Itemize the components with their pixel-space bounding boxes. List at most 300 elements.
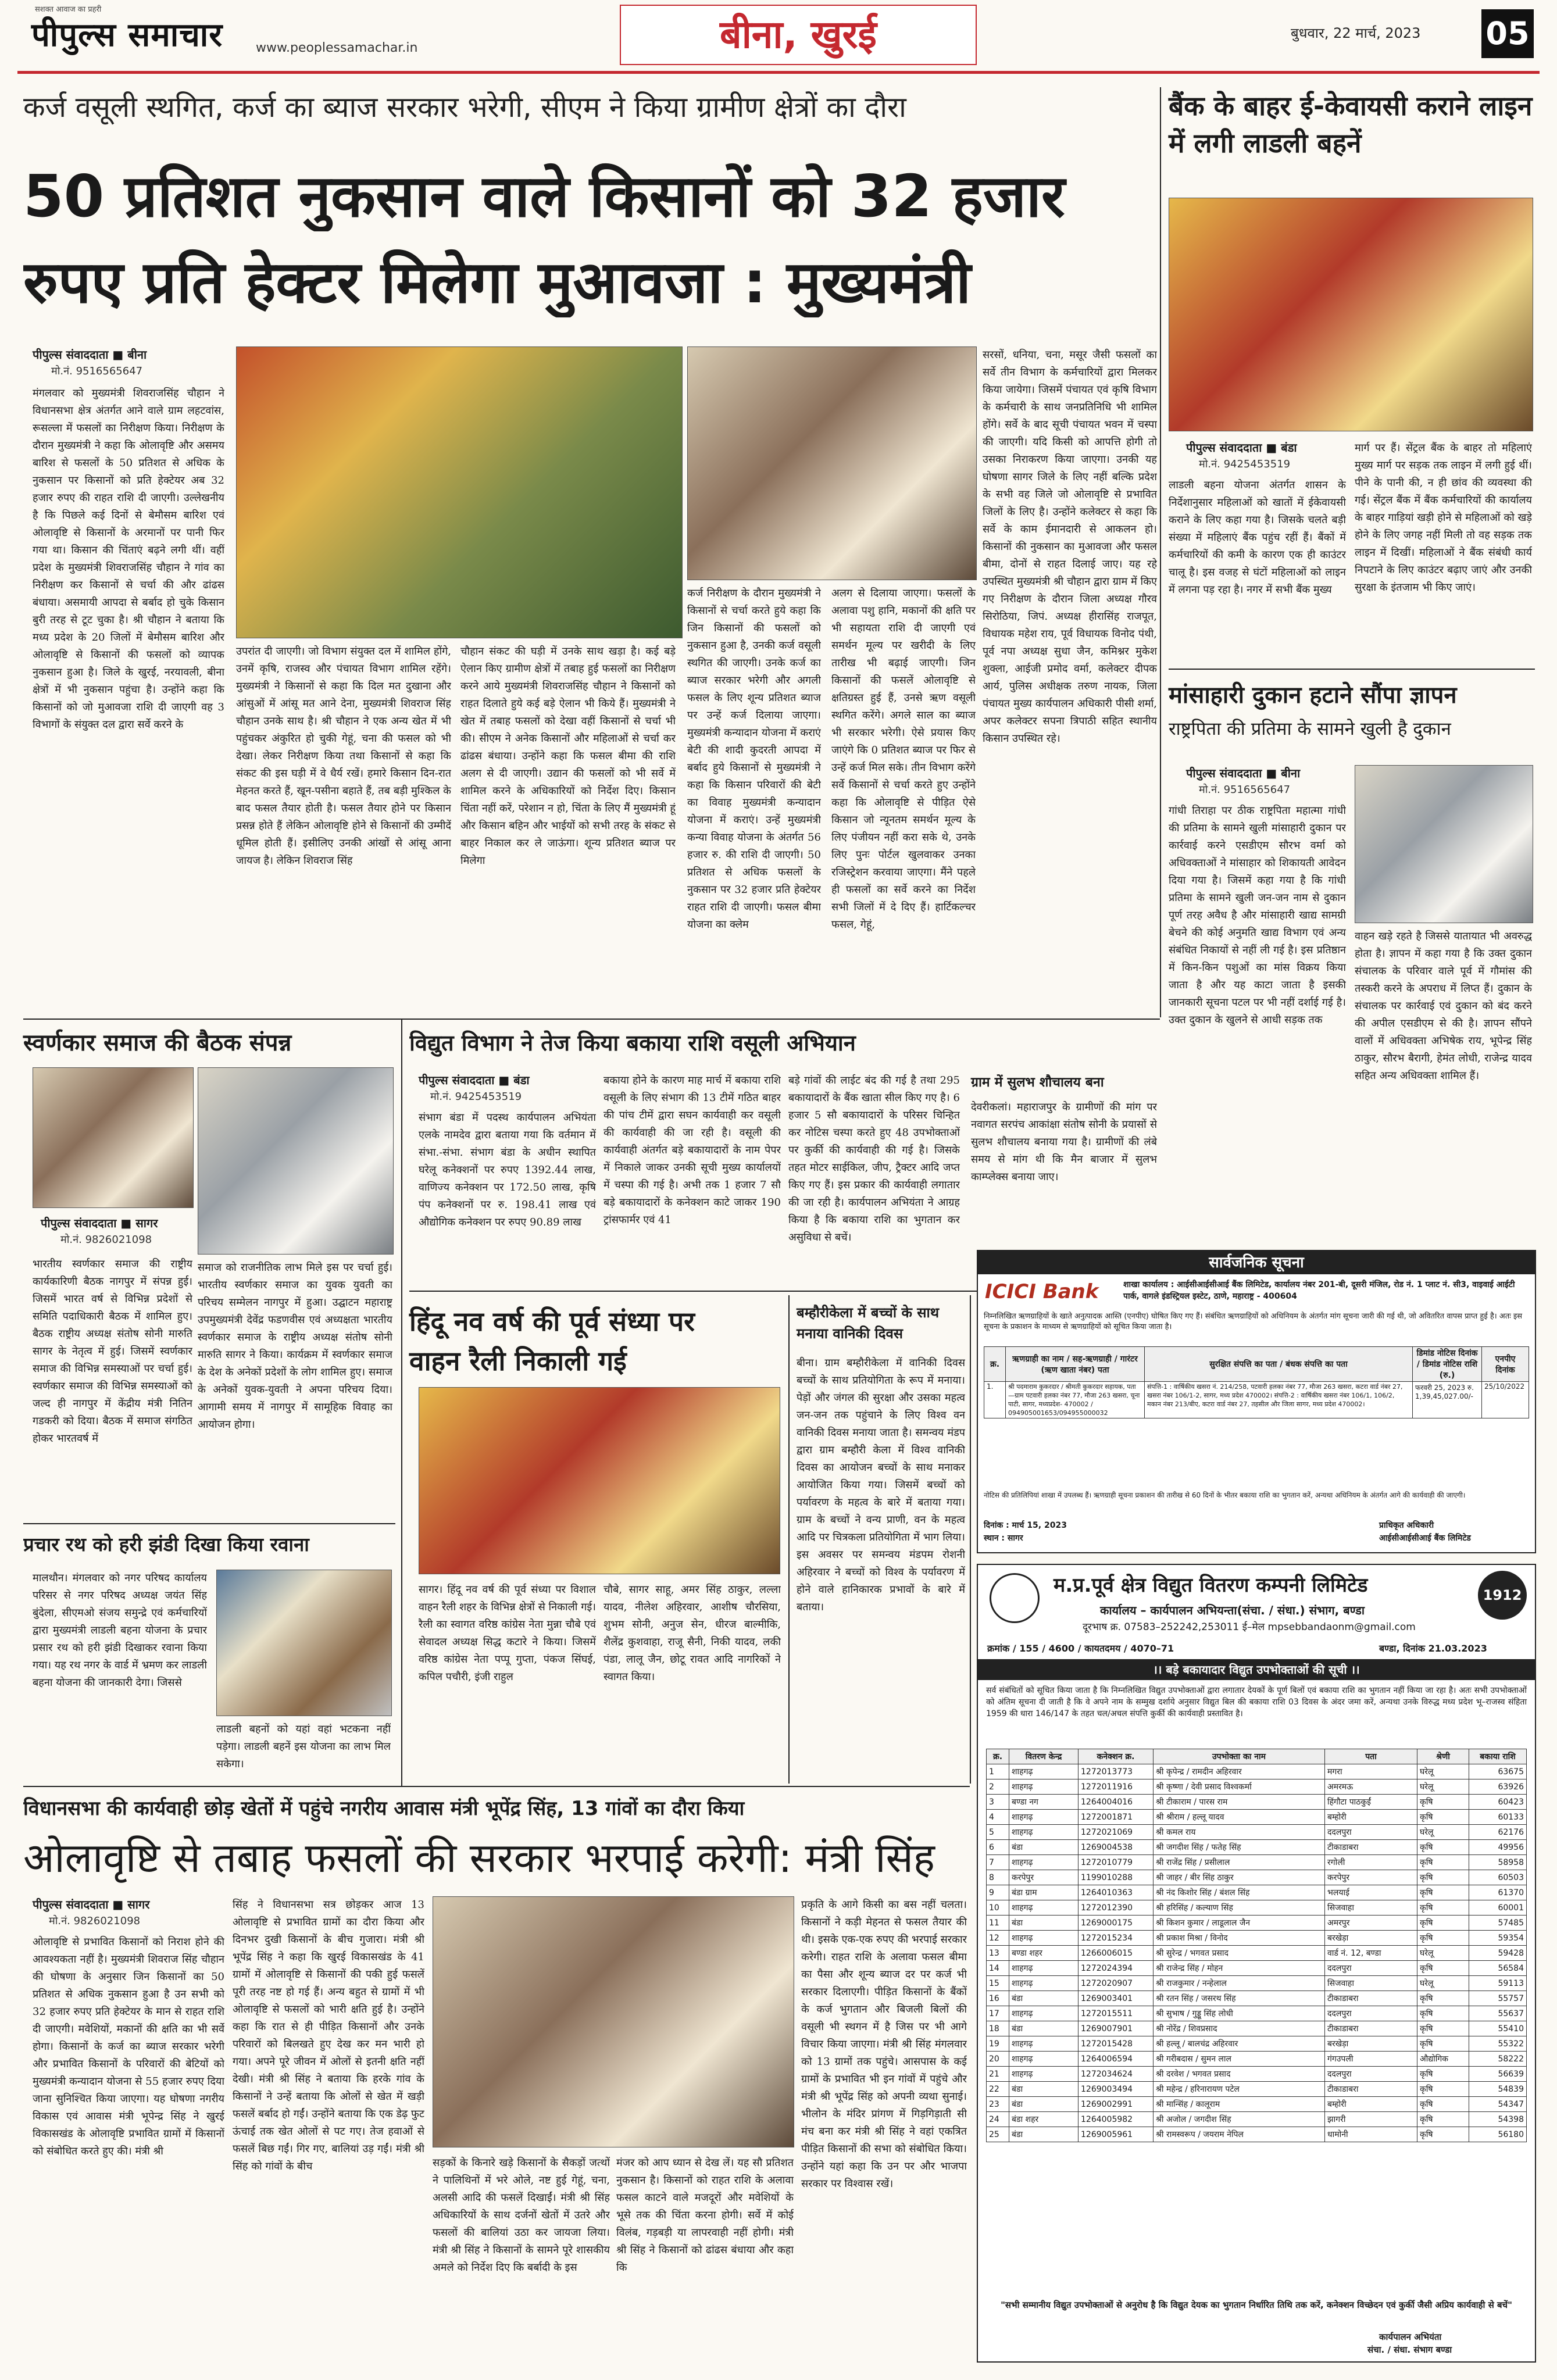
mpeb-table-cell: कृषि xyxy=(1417,1900,1469,1916)
meat-col-1: गांधी तिराहा पर ठीक राष्ट्रपिता महात्मा गांधी की प्रतिमा के सामने खुली मांसाहारी दुकान पर कार्रवाई करने एसडीएम सौरभ वर्मा को अधिवक्ताओं ने मांसाहार को शिकायती आवेदन दिया गया है। जिसमें कहा गया है कि गांधी प्रतिमा के सामने खुली जन-जन नाम से दुकान पूर्ण तरह अवैध है और मांसाहारी खाद्य सामग्री बेचने की कोई अनुमति खाद्य विभाग एवं अन्य संबंधित निकायों से नहीं ली गई है। इस प्रतिष्ठान में किन-किन पशुओं का मांस विक्रय किया जाता है और यह काटा जाता है इसकी जानकारी सूचना पटल पर भी नहीं दर्शाई गई है। उक्त दुकान के खुलने से आधी सड़क तक xyxy=(1169,805,1346,1026)
masthead-logo: पीपुल्स समाचार xyxy=(31,16,223,54)
icici-table-header xyxy=(984,1347,1529,1382)
mpeb-table-cell: 24 xyxy=(987,2112,1009,2127)
mpeb-signatory-2: संचा. / संधा. संभाग बण्डा xyxy=(1367,2345,1452,2355)
mpeb-table-cell: 60001 xyxy=(1469,1900,1527,1916)
mpeb-table-cell: कृषि xyxy=(1417,2006,1469,2021)
mpeb-table-cell: 1264005982 xyxy=(1079,2112,1154,2127)
prachar-headline: प्रचार रथ को हरी झंडी दिखा किया रवाना xyxy=(23,1533,309,1556)
mpeb-table-cell: मगरा xyxy=(1325,1764,1417,1779)
vidyut-headline: विद्युत विभाग ने तेज किया बकाया राशि वसूली अभियान xyxy=(409,1030,856,1056)
mpeb-table-cell: 22 xyxy=(987,2082,1009,2097)
icici-cell-demand: फरवरी 25, 2023 रु. 1,39,45,027.00/- xyxy=(1413,1382,1482,1418)
mpeb-table-cell: 1269002991 xyxy=(1079,2097,1154,2112)
mpeb-table-cell: 3 xyxy=(987,1795,1009,1810)
mpeb-table-cell: श्री नोरेंद्र / शिवप्रसाद xyxy=(1154,2021,1325,2036)
mpeb-table-cell: 1264004016 xyxy=(1079,1795,1154,1810)
bhupendra-col-2: सिंह ने विधानसभा सत्र छोड़कर आज 13 ओलावृष्टि से प्रभावित ग्रामों का दौरा किया और दिनभर दुखी किसानों के बीच गुजारा। मंत्री श्री भूपेंद्र सिंह ने कहा कि खुरई विकासखंड के 41 ग्रामों में ओलावृष्टि से किसानों की पकी हुई फसलें पूरी तरह नष्ट हो गई हैं। अन्य बहुत से ग्रामों में भी ओलावृष्टि से फसलों को भारी क्षति हुई है। उन्होंने कहा कि रात से ही पीड़ित किसानों और उनके परिवारों को बिलखते हुए देख कर मन भारी हो गया। अपने पूरे जीवन में ओलों से इतनी क्षति नहीं देखी। मंत्री श्री सिंह ने बताया कि हरके गांव के किसानों ने उन्हें बताया कि ओलों से खेत में खड़ी फसलें बर्बाद हो गईं। उन्होंने बताया कि एक डेढ़ फुट ऊंचाई तक खेत ओलों से पट गए। तेज हवाओं से फसलें बिछ गईं। गिर गए, बालियां उड़ गईं। मंत्री श्री सिंह को गांवों के बीच xyxy=(233,1899,424,2172)
lead-col-1: मंगलवार को मुख्यमंत्री शिवराजसिंह चौहान ने विधानसभा क्षेत्र अंतर्गत आने वाले ग्राम लहटवांस, रूसल्ला में फसलों का निरीक्षण किया। निरीक्षण के दौरान मुख्यमंत्री ने कहा कि ओलावृष्टि और असमय बारिश से फसलों के 50 प्रतिशत से अधिक के नुकसान पर किसानों को प्रति हेक्टेयर अब 32 हजार रुपए की राहत राशि दी जाएगी। उल्लेखनीय है कि पिछले कई दिनों से बेमौसम बारिश एवं ओलावृष्टि से किसानों के अरमानों पर पानी फिर गया था। किसान की चिंताएं बढ़ने लगी थीं। वहीं प्रदेश के मुख्यमंत्री शिवराजसिंह चौहान ने गांव का निरीक्षण कर किसानों से चर्चा की और ढांढस बंधाया। असमायी आपदा से बर्बाद हो चुके किसान बुरी तरह से टूट चुका है। श्री चौहान ने बताया कि मध्य प्रदेश के 20 जिलों में बेमौसम बारिश और ओलावृष्टि से किसानों की फसलों को व्यापक नुकसान हुआ है। जिले के खुरई, नरयावली, बीना क्षेत्रों में भी नुकसान पहुंचा है। उन्होंने कहा कि किसानों को जो मुआवजा राशि दी जाएगी वह 3 विभागों के संयुक्त दल द्वारा सर्वे करने के xyxy=(33,387,224,731)
mpeb-table-cell: 59113 xyxy=(1469,1976,1527,1991)
lead-col-3: चौहान संकट की घड़ी में उनके साथ खड़ा है। कई बड़े ऐलान किए ग्रामीण क्षेत्रों में तबाह हुई फसलों का निरीक्षण करने आये मुख्यमंत्री शिवराजसिंह चौहान ने किसानों को राहत दिलाते हुये कई बड़े ऐलान भी किये हैं। मुख्यमंत्री ने खेत में तबाह फसलों को देखा वहीं किसानों से चर्चा भी की। सीएम ने अनेक किसानों और महिलाओं से चर्चा कर ढांढस बंधाया। उन्होंने कहा कि फसल बीमा की राशि अलग से दी जाएगी। उद्यान की फसलों को भी सर्वे में शामिल करने के अधिकारियों को निर्देश दिए। किसान चिंता नहीं करें, परेशान न हो, चिंता के लिए मैं मुख्यमंत्री हूं और किसान बहिन और भाईयों को सभी तरह के संकट से बाहर निकाल कर ले जाऊंगा। शून्य प्रतिशत ब्याज पर मिलेगा xyxy=(460,645,676,867)
mpeb-table-cell: 21 xyxy=(987,2067,1009,2082)
lead-headline-2: रुपए प्रति हेक्टर मिलेगा मुआवजा : मुख्यमंत्री xyxy=(23,248,972,316)
mpeb-table-cell: टीकाडाबरा xyxy=(1325,2021,1417,2036)
lead-byline: पीपुल्स संवाददाता ■ बीना xyxy=(33,348,147,362)
mpeb-table-cell: 54398 xyxy=(1469,2112,1527,2127)
mpeb-table-cell: कृषि xyxy=(1417,1840,1469,1855)
mpeb-table-cell: 57485 xyxy=(1469,1916,1527,1931)
mpeb-table-cell: बंडा xyxy=(1009,2021,1079,2036)
mpeb-table-row xyxy=(987,1946,1527,1961)
icici-th-npa: एनपीए दिनांक xyxy=(1482,1347,1529,1382)
mpeb-table-cell: 20 xyxy=(987,2052,1009,2067)
icici-address: शाखा कार्यालय : आईसीआईसीआई बैंक लिमिटेड, कार्यालय नंबर 201-बी, दूसरी मंजिल, रोड नं. 1 प्लाट नं. सी3, वाइवाई आईटी पार्क, वागले इंडस्ट्रियल इस्टेट, ठाणे, महाराष्ट्र - 400604 xyxy=(1123,1280,1515,1301)
icici-signatory-2: आईसीआईसीआई बैंक लिमिटेड xyxy=(1379,1534,1471,1543)
mpeb-table-row xyxy=(987,2082,1527,2097)
swarnkar-headline: स्वर्णकार समाज की बैठक संपन्न xyxy=(23,1030,292,1056)
mpeb-intro: सर्व संबंधितों को सूचित किया जाता है कि निम्नलिखित विद्युत उपभोक्ताओं द्वारा लगातार देयकों के पूर्ण बिलों एवं बकाया राशि का भुगतान नहीं किया जा रहा है। अतः सभी उपभोक्ताओं को अंतिम सूचना दी जाती है कि वे अपने नाम के सम्मुख दर्शाये अनुसार विद्युत बिल की बकाया राशि 03 दिवस के अंदर जमा करें, अन्यथा उनके विरुद्ध मध्य प्रदेश भू–राजस्व संहिता 1959 की धारा 146/147 के तहत चल/अचल संपत्ति कुर्की की कार्यवाही प्रस्तावित है। xyxy=(986,1686,1527,1718)
bhupendra-col-4: मंजर को आप ध्यान से देख लें। यह सौ प्रतिशत नुकसान है। किसानों को राहत राशि के अलावा फसल काटने वाले मजदूरों और मवेशियों के भूसे तक की चिंता करना होगी। सर्वे में कोई विलंब, गड़बड़ी या लापरवाही नहीं होगी। मंत्री श्री सिंह ने किसानों को ढांढस बंधाया और कहा कि xyxy=(616,2157,794,2274)
mpeb-table-cell: 1199010288 xyxy=(1079,1870,1154,1885)
mpeb-table-cell: 1269003494 xyxy=(1079,2082,1154,2097)
mpeb-table-cell: बम्होरी xyxy=(1325,2097,1417,2112)
mpeb-table-cell: शाहगढ़ xyxy=(1009,1825,1079,1840)
mpeb-table-cell: श्री राजेंद्र सिंह / प्रसीलाल xyxy=(1154,1855,1325,1870)
mpeb-table-cell: शाहगढ़ xyxy=(1009,2052,1079,2067)
lower-rule xyxy=(23,1786,970,1787)
mpeb-table-cell: श्री जाहर / बीर सिंह ठाकुर xyxy=(1154,1870,1325,1885)
mpeb-table-row xyxy=(987,1795,1527,1810)
mpeb-table-cell: 1269000175 xyxy=(1079,1916,1154,1931)
mpeb-table-cell: 25 xyxy=(987,2127,1009,2142)
ladli-rule xyxy=(1169,669,1535,670)
meat-headline: मांसाहारी दुकान हटाने सौंपा ज्ञापन xyxy=(1169,682,1457,709)
mpeb-table-cell: टीकाडाबरा xyxy=(1325,1991,1417,2006)
mpeb-table-row xyxy=(987,2067,1527,2082)
mpeb-table-cell: श्री महेन्द्र / हरिनारायण पटेल xyxy=(1154,2082,1325,2097)
hindu-col-2: चौबे, सागर साहू, अमर सिंह ठाकुर, लल्ला यादव, नीलेश अहिरवार, आशीष चौरसिया, शुभम सोनी, अनुज सेन, धीरज बाल्मीकि, शैलेंद्र कुशवाहा, राजू सैनी, निकी यादव, लकी पंडा, लालू जैन, छोटू रावत आदि नागरिकों ने स्वागत किया। xyxy=(603,1584,781,1683)
mpeb-table-cell: 9 xyxy=(987,1885,1009,1900)
mpeb-table-cell: शाहगढ़ xyxy=(1009,2067,1079,2082)
meat-col-2: वाहन खड़े रहते है जिससे यातायात भी अवरुद्ध होता है। ज्ञापन में कहा गया है कि उक्त दुकान संचालक के परिवार वाले पूर्व में गौमांस की तस्करी करने के अपराध में लिप्त हैं। दुकान के संचालक पर कार्रवाई एवं दुकान को बंद करने की अपील एसडीएम से की है। ज्ञापन सौंपने वालों में अधिवक्ता अभिषेक राय, भूपेन्द्र सिंह ठाकुर, सौरभ बैरागी, हेमंत लोधी, राजेन्द्र यादव सहित अन्य अधिवक्ता शामिल हैं। xyxy=(1355,930,1532,1082)
bhupendra-headline: ओलावृष्टि से तबाह फसलों की सरकार भरपाई करेगी: मंत्री सिंह xyxy=(23,1834,935,1882)
icici-table xyxy=(984,1346,1529,1418)
icici-body: निम्नलिखित ऋणग्राहियों के खाते अनुत्पादक आस्ति (एनपीए) घोषित किए गए हैं। संबंधित ऋणग्राहियों को अधिनियम के अंतर्गत मांग सूचना जारी की गई थी, जो अवितरित वापस प्राप्त हुई है। अतः इस सूचना के प्रकाशन के माध्यम से ऋणग्राहियों को सूचित किया जाता है। xyxy=(984,1312,1523,1331)
mpeb-table-cell: ददलपुरा xyxy=(1325,2067,1417,2082)
mpeb-title: म.प्र.पूर्व क्षेत्र विद्युत वितरण कम्पनी लिमिटेड xyxy=(1054,1574,1368,1597)
mpeb-logo-icon xyxy=(990,1573,1040,1623)
icici-th-borrower: ऋणग्राही का नाम / सह-ऋणग्राही / गारंटर (ऋण खाता नंबर) पता xyxy=(1006,1347,1145,1382)
mpeb-table-cell: शाहगढ़ xyxy=(1009,1900,1079,1916)
mpeb-table-cell: कृषि xyxy=(1417,1795,1469,1810)
mpeb-table-cell: 1269005961 xyxy=(1079,2127,1154,2142)
mpeb-table-cell: श्री सुरेन्द्र / भगवत प्रसाद xyxy=(1154,1946,1325,1961)
mpeb-table-cell: कृषि xyxy=(1417,1855,1469,1870)
mpeb-table-cell: 61370 xyxy=(1469,1885,1527,1900)
lead-photo-cm-field xyxy=(236,346,683,638)
bhupendra-col-3: सड़कों के किनारे खड़े किसानों के सैकड़ों जत्थों ने पालिथिनों में भरे ओले, नष्ट हुई गेहूं, चना, अलसी आदि की फसलें दिखाईं। मंत्री श्री सिंह अधिकारियों के साथ दर्जनों खेतों में उतरे और फसलों की बालियां उठा कर जायजा लिया। मंत्री श्री सिंह ने किसानों के सामने पूरे शासकीय अमले को निर्देश दिए कि बर्बादी के इस xyxy=(433,2157,610,2274)
bachche-col-1: बीना। ग्राम बम्हौरीकेला में वानिकी दिवस बच्चों के साथ प्रतियोगिता के रूप में मनाया। पेड़ों और जंगल की सुरक्षा और उसका महत्व जन-जन तक पहुंचाने के लिए विश्व वन वानिकी दिवस मनाया जाता है। समन्वय मंडप द्वारा ग्राम बम्हौरी केला में विश्व वानिकी दिवस का आयोजन बच्चों के साथ मनाकर आयोजित किया गया। जिसमें बच्चों को पर्यावरण के महत्व के बारे में बताया गया। ग्राम के बच्चों ने वन्य प्राणी, वन के महत्व आदि पर चित्रकला प्रतियोगिता में भाग लिया। इस अवसर पर समन्वय मंडपम रोशनी अहिरवार ने बच्चों को विश्व के पर्यावरण में होने वाले हानिकारक प्रभावों के बारे में बताया। xyxy=(797,1357,965,1613)
mpeb-th-name: उपभोक्ता का नाम xyxy=(1154,1749,1325,1764)
swarnkar-photo-1 xyxy=(33,1067,194,1208)
mpeb-table-cell: बण्डा नग xyxy=(1009,1795,1079,1810)
lead-headline-1: 50 प्रतिशत नुकसान वाले किसानों को 32 हजार xyxy=(23,162,1065,230)
mpeb-table-cell: अमरपुर xyxy=(1325,1916,1417,1931)
mpeb-table-cell: 1272020907 xyxy=(1079,1976,1154,1991)
mpeb-table-cell: वार्ड नं. 12, बण्डा xyxy=(1325,1946,1417,1961)
mpeb-table-cell: कृषि xyxy=(1417,2127,1469,2142)
masthead xyxy=(0,0,1557,70)
mpeb-table-cell: 4 xyxy=(987,1810,1009,1825)
mpeb-th-category: श्रेणी xyxy=(1417,1749,1469,1764)
mpeb-table-cell: 58958 xyxy=(1469,1855,1527,1870)
lead-col-6: सरसों, धनिया, चना, मसूर जैसी फसलों का सर्वे तीन विभाग के कर्मचारियों द्वारा मिलकर किया जायेगा। जिसमें पंचायत एवं कृषि विभाग के कर्मचारी के साथ जनप्रतिनिधि भी शामिल होंगे। सर्वे के बाद सूची पंचायत भवन में चस्पा की जाएगी। यदि किसी को आपत्ति होगी तो उसका निराकरण किया जाएगा। उनकी यह घोषणा सागर जिले के लिए नहीं बल्कि प्रदेश के सभी वह जिले जो ओलावृष्टि से प्रभावित जिलों के लिए है। उन्होंने कलेक्टर से कहा कि सर्वे के काम ईमानदारी से आकलन हो। किसानों की नुकसान का मुआवजा और फसल बीमा, दोनों से राहत दिलाई जाए। यह रहे उपस्थित मुख्यमंत्री श्री चौहान द्वारा ग्राम में किए गए निरीक्षण के दौरान जिला अध्यक्ष गौरव सिरोठिया, जिपं. अध्यक्ष हीरासिंह राजपूत, विधायक महेश राय, पूर्व विधायक विनोद पंथी, पूर्व नपा अध्यक्ष सुधा जैन, कमिश्नर मुकेश शुक्ला, आईजी प्रमोद वर्मा, कलेक्टर दीपक आर्य, पुलिस अधीक्षक तरुण नायक, जिला पंचायत मुख्य कार्यपालन अधिकारी पीसी शर्मा, अपर कलेक्टर सपना त्रिपाठी सहित स्थानीय किसान उपस्थित रहे। xyxy=(983,349,1157,745)
vertical-divider xyxy=(1160,87,1161,1017)
mpeb-table-row xyxy=(987,2097,1527,2112)
mpeb-table-cell: घरेलू xyxy=(1417,1779,1469,1795)
mpeb-table-cell: 1272034624 xyxy=(1079,2067,1154,2082)
mpeb-table-cell: श्री रतन सिंह / जसरथ सिंह xyxy=(1154,1991,1325,2006)
mpeb-table-row xyxy=(987,2036,1527,2052)
mpeb-table-cell: 23 xyxy=(987,2097,1009,2112)
icici-notice xyxy=(977,1250,1536,1553)
bachche-headline: बम्हौरीकेला में बच्चों के साथ मनाया वानिकी दिवस xyxy=(797,1305,940,1342)
sauchalay-col-1: देवरीकलां। महाराजपुर के ग्रामीणों की मांग पर नवागत सरपंच आकांक्षा संतोष सोनी के प्रयासों से सुलभ शौचालय बनाया गया है। ग्रामीणों की लंबे समय से मांग थी कि मैन बाजार में सुलभ काम्प्लेक्स बनाया जाए। xyxy=(971,1101,1157,1183)
mpeb-table-cell: कृषि xyxy=(1417,2097,1469,2112)
mpeb-table-cell: बंडा शहर xyxy=(1009,2112,1079,2127)
mpeb-table-cell: 55757 xyxy=(1469,1991,1527,2006)
masthead-tagline: सशक्त आवाज का प्रहरी xyxy=(35,5,102,14)
mpeb-table-cell: 1272015511 xyxy=(1079,2006,1154,2021)
mpeb-table-cell: शाहगढ़ xyxy=(1009,1931,1079,1946)
swarnkar-byline: पीपुल्स संवाददाता ■ सागर xyxy=(41,1216,158,1230)
mpeb-table-cell: 63675 xyxy=(1469,1764,1527,1779)
mpeb-table-cell: 6 xyxy=(987,1840,1009,1855)
mpeb-table-cell: 19 xyxy=(987,2036,1009,2052)
mpeb-table-row xyxy=(987,1779,1527,1795)
mpeb-table-row xyxy=(987,1810,1527,1825)
mpeb-table-cell: 62176 xyxy=(1469,1825,1527,1840)
mpeb-table xyxy=(986,1749,1527,2142)
section-title-text: बीना, खुरई xyxy=(720,12,877,57)
mpeb-table-cell: 55410 xyxy=(1469,2021,1527,2036)
swarnkar-col-1: भारतीय स्वर्णकार समाज की राष्ट्रीय कार्यकारिणी बैठक नागपुर में संपन्न हुई। जिसमें भारत वर्ष से विभिन्न प्रदेशों से समिति पदाधिकारी बैठक में शामिल हुए। बैठक राष्ट्रीय अध्यक्ष संतोष सोनी मारुति सागर के नेतृत्व में हुई। जिसमें स्वर्णकार समाज की विभिन्न समस्याओं पर चर्चा हुई। स्वर्णकार समाज की विभिन्न समस्याओं को जल्द ही नागपुर में केंद्रीय मंत्री नितिन गडकरी को दिया। बैठक में समाज संगठित होकर भारतवर्ष में xyxy=(33,1258,192,1445)
mpeb-table-cell: 2 xyxy=(987,1779,1009,1795)
prachar-photo-rath xyxy=(216,1570,392,1716)
mpeb-table-cell: बंडा xyxy=(1009,2082,1079,2097)
swarnkar-photo-2 xyxy=(198,1067,394,1255)
mpeb-table-row xyxy=(987,1870,1527,1885)
mpeb-table-cell: कृषि xyxy=(1417,2067,1469,2082)
icici-footer: नोटिस की प्रतिलिपियां शाखा में उपलब्ध हैं। ऋणग्राही सूचना प्रकाशन की तारीख से 60 दिनों के भीतर बकाया राशि का भुगतान करें, अन्यथा अधिनियम के अंतर्गत आगे की कार्यवाही की जाएगी। xyxy=(984,1491,1466,1499)
mpeb-table-cell: बंडा xyxy=(1009,2127,1079,2142)
mpeb-table-cell: बंडा xyxy=(1009,1840,1079,1855)
mpeb-table-cell: 1272001871 xyxy=(1079,1810,1154,1825)
meat-byline: पीपुल्स संवाददाता ■ बीना xyxy=(1186,766,1301,780)
mpeb-table-cell: 60503 xyxy=(1469,1870,1527,1885)
icici-th-no: क्र. xyxy=(984,1347,1006,1382)
mpeb-table-row xyxy=(987,1961,1527,1976)
bhupendra-mobile: मो.नं. 9826021098 xyxy=(49,1915,141,1927)
mpeb-table-cell: 59428 xyxy=(1469,1946,1527,1961)
swarnkar-rule xyxy=(23,1523,395,1524)
mpeb-table-cell: श्री मान्सिंह / कालूराम xyxy=(1154,2097,1325,2112)
mpeb-table-row xyxy=(987,1976,1527,1991)
mpeb-table-row xyxy=(987,2052,1527,2067)
mpeb-notice xyxy=(977,1564,1536,2363)
mpeb-table-cell: 17 xyxy=(987,2006,1009,2021)
mpeb-table-cell: कृषि xyxy=(1417,2112,1469,2127)
mpeb-table-row xyxy=(987,2021,1527,2036)
mpeb-table-cell: कृषि xyxy=(1417,1885,1469,1900)
mpeb-signatory-1: कार्यपालन अभियंता xyxy=(1379,2332,1442,2342)
bhupendra-col-5: प्रकृति के आगे किसी का बस नहीं चलता। किसानों ने कड़ी मेहनत से फसल तैयार की थी। इसके एक-एक रुपए की भरपाई सरकार करेगी। राहत राशि के अलावा फसल बीमा का पैसा और शून्य ब्याज दर पर कर्ज भी सरकार दिलाएगी। पीड़ित किसानों के बैंकों के कर्ज भुगतान और बिजली बिलों की वसूली भी स्थगन में है जिस पर भी आगे विचार किया जाएगा। मंत्री श्री सिंह मंगलवार को 13 ग्रामों तक पहुंचे। आसपास के कई ग्रामों के प्रभावित भी इन गांवों में पहुंचे और मंत्री श्री भूपेंद्र सिंह को अपनी व्यथा सुनाई। भीलोन के मंदिर प्रांगण में गिड़गिड़ाती सी मंच बना कर मंत्री श्री सिंह ने वहां एकत्रित पीड़ित किसानों की सभा को संबोधित किया। उन्होंने यहां कहा कि उन पर और भाजपा सरकार पर विश्वास रखें। xyxy=(801,1899,967,2190)
mpeb-table-cell: 1272021069 xyxy=(1079,1825,1154,1840)
mpeb-table-cell: 60423 xyxy=(1469,1795,1527,1810)
mpeb-table-cell: शाहगढ़ xyxy=(1009,1810,1079,1825)
mpeb-table-cell: 16 xyxy=(987,1991,1009,2006)
mpeb-table-row xyxy=(987,1931,1527,1946)
mpeb-table-cell: भलयाई xyxy=(1325,1885,1417,1900)
section-title xyxy=(620,5,977,65)
prachar-col-2: लाडली बहनों को यहां वहां भटकना नहीं पड़ेगा। लाडली बहनें इस योजना का लाभ मिल सकेगा। xyxy=(216,1723,391,1770)
mpeb-table-cell: 5 xyxy=(987,1825,1009,1840)
mpeb-table-cell: कृषि xyxy=(1417,2082,1469,2097)
ladli-col-2: मार्ग पर हैं। सेंट्रल बैंक के बाहर तो महिलाएं मुख्य मार्ग पर सड़क तक लाइन में लगी हुई थीं। पीने के पानी की, न ही छांव की व्यवस्था की गई। सेंट्रल बैंक में बैंक कर्मचारियों की कार्यालय के बाहर गाड़ियां खड़ी होने से महिलाओं को खड़े होने के लिए जगह नहीं मिली तो वह सड़क तक लाइन में दिखीं। महिलाओं ने बैंक संबंधी कार्य निपटाने के लिए काउंटर बढ़ाए जाएं और उनकी सुरक्षा के इंतजाम भी किए जाएं। xyxy=(1355,442,1532,594)
mpeb-table-cell: शाहगढ़ xyxy=(1009,2006,1079,2021)
mpeb-table-cell: 1272015428 xyxy=(1079,2036,1154,2052)
mpeb-table-cell: श्री जगदीश सिंह / फतेह सिंह xyxy=(1154,1840,1325,1855)
lead-col-5: अलग से दिलाया जाएगा। फसलों के अलावा पशु हानि, मकानों की क्षति पर भी सहायता राशि दी जाएगी एवं समर्थन मूल्य पर खरीदी के लिए तारीख भी बढ़ाई जाएगी। जिन किसानों की फसलें ओलावृष्टि से क्षतिग्रस्त हुई हैं, उनसे ऋण वसूली स्थगित करेंगे। अगले साल का ब्याज भी सरकार भरेगी। ऐसे प्रयास किए जाएंगे कि 0 प्रतिशत ब्याज पर फिर से उन्हें कर्ज मिल सके। तीन विभाग करेंगे सर्वे किसानों से चर्चा करते हुए उन्होंने कहा कि ओलावृष्टि से पीड़ित ऐसे किसान जो न्यूनतम समर्थन मूल्य के लिए पंजीयन नहीं करा सके थे, उनके लिए पुनः पोर्टल खुलवाकर उनका रजिस्ट्रेशन करवाया जाएगा। मैंने पहले ही फसलों का सर्वे करने का निर्देश सभी जिलों में दे दिए हैं। हार्टिकल्चर फसल, गेहूं, xyxy=(831,587,976,931)
vidyut-byline: पीपुल्स संवाददाता ■ बंडा xyxy=(419,1073,530,1087)
mpeb-table-row xyxy=(987,2006,1527,2021)
mpeb-table-cell: शाहगढ़ xyxy=(1009,1976,1079,1991)
mpeb-table-cell: 1269004538 xyxy=(1079,1840,1154,1855)
masthead-rule xyxy=(17,71,1540,74)
mpeb-table-cell: शाहगढ़ xyxy=(1009,1855,1079,1870)
mpeb-table-cell: गंगउपली xyxy=(1325,2052,1417,2067)
mpeb-table-cell: 13 xyxy=(987,1946,1009,1961)
mpeb-table-cell: बण्डा शहर xyxy=(1009,1946,1079,1961)
mpeb-table-cell: बंडा ग्राम xyxy=(1009,1885,1079,1900)
mpeb-table-row xyxy=(987,1900,1527,1916)
mpeb-table-cell: श्री टीकाराम / पारस राम xyxy=(1154,1795,1325,1810)
lead-mobile: मो.नं. 9516565647 xyxy=(51,365,143,377)
mpeb-table-cell: बंडा xyxy=(1009,2097,1079,2112)
mpeb-table-cell: 8 xyxy=(987,1870,1009,1885)
prachar-col-1: मालथौन। मंगलवार को नगर परिषद कार्यालय परिसर से नगर परिषद अध्यक्ष जयंत सिंह बुंदेला, सीएमओ संजय समुन्द्रे एवं कर्मचारियों द्वारा मुख्यमंत्री लाडली बहना योजना के प्रचार प्रसार रथ को हरी झंडी दिखाकर रवाना किया गया। यह रथ नगर के वार्ड में भ्रमण कर लाडली बहना योजना की जानकारी देगा। जिससे xyxy=(33,1572,207,1689)
mpeb-table-cell: हिंगौटा पाठकुईं xyxy=(1325,1795,1417,1810)
mpeb-table-cell: 55637 xyxy=(1469,2006,1527,2021)
mpeb-table-cell: 10 xyxy=(987,1900,1009,1916)
mpeb-table-cell: श्री कृपेन्द्र / रामदीन अहिरवार xyxy=(1154,1764,1325,1779)
mpeb-table-cell: कृषि xyxy=(1417,1961,1469,1976)
mpeb-table-cell: सिजवाहा xyxy=(1325,1976,1417,1991)
mpeb-table-cell: 15 xyxy=(987,1976,1009,1991)
mpeb-table-cell: कृषि xyxy=(1417,1931,1469,1946)
mpeb-table-cell: बरखेड़ा xyxy=(1325,1931,1417,1946)
mpeb-table-cell: श्री नंद किशोर सिंह / बंशल सिंह xyxy=(1154,1885,1325,1900)
mpeb-table-cell: 1272012390 xyxy=(1079,1900,1154,1916)
mpeb-table-row xyxy=(987,1825,1527,1840)
ladli-col-1: लाडली बहना योजना अंतर्गत शासन के निर्देशानुसार महिलाओं को खातों में ईकेवायसी कराने के लिए कहा गया है। जिसके चलते बड़ी संख्या में महिलाएं बैंक पहुंच रहीं हैं। बैंकों में कर्मचारियों की कमी के कारण एक ही काउंटर चालू है। इस वजह से घंटों महिलाओं को लाइन में लगना पड़ रहा है। नगर में सभी बैंक मुख्य xyxy=(1169,479,1346,596)
mpeb-table-row xyxy=(987,1916,1527,1931)
mpeb-ref: क्रमांक / 155 / 4600 / कायतदमय / 4070–71 xyxy=(987,1643,1174,1654)
mpeb-table-cell: श्री प्रकाश मिश्रा / विनोद xyxy=(1154,1931,1325,1946)
mpeb-table-cell: 1 xyxy=(987,1764,1009,1779)
icici-cell-no: 1. xyxy=(984,1382,1006,1418)
mpeb-table-cell: कृषि xyxy=(1417,1991,1469,2006)
bhupendra-col-1: ओलावृष्टि से प्रभावित किसानों को निराश होने की आवश्यकता नहीं है। मुख्यमंत्री शिवराज सिंह चौहान की घोषणा के अनुसार जिन किसानों का 50 प्रतिशत से अधिक नुकसान हुआ है उन सभी को 32 हजार रुपए प्रति हेक्टेयर के मान से राहत राशि दी जाएगी। मवेशियों, मकानों की क्षति का भी सर्वे होगा। किसानों के कर्ज का ब्याज सरकार भरेगी और प्रभावित किसानों के परिवारों की बेटियों को मुख्यमंत्री कन्यादान योजना से 55 हजार रुपए दिया जाना सुनिश्चित किया जाएगा। यह घोषणा नगरीय विकास एवं आवास मंत्री भूपेन्द्र सिंह ने खुरई विकासखंड के ओलावृष्टि प्रभावित ग्रामों में किसानों को संबोधित करते हुए की। मंत्री श्री xyxy=(33,1936,224,2157)
mpeb-table-row xyxy=(987,1855,1527,1870)
mpeb-table-cell: 58222 xyxy=(1469,2052,1527,2067)
mpeb-table-cell: श्री श्रीराम / हल्लू यादव xyxy=(1154,1810,1325,1825)
mpeb-table-cell: 63926 xyxy=(1469,1779,1527,1795)
mpeb-table-cell: औद्योगिक xyxy=(1417,2052,1469,2067)
icici-th-demand: डिमांड नोटिस दिनांक / डिमांड नोटिस राशि (रु.) xyxy=(1413,1347,1482,1382)
icici-date: दिनांक : मार्च 15, 2023 xyxy=(984,1521,1067,1530)
ladli-mobile: मो.नं. 9425453519 xyxy=(1199,458,1291,470)
lead-col-4: कर्ज निरीक्षण के दौरान मुख्यमंत्री ने किसानों से चर्चा करते हुये कहा कि जिन किसानों की फसलों को नुकसान हुआ है, उनकी कर्ज वसूली स्थगित की जाएगी। उनके कर्ज का ब्याज सरकार भरेगी और अगली फसल के लिए शून्य प्रतिशत ब्याज पर उन्हें कर्ज दिलाया जाएगा। मुख्यमंत्री कन्यादान योजना में कराएं बेटी की शादी कुदरती आपदा में बर्बाद हुये किसानों से मुख्यमंत्री ने कहा कि किसान परिवारों की बेटी का विवाह मुख्यमंत्री कन्यादान योजना में कराएं। उन्हें मुख्यमंत्री कन्या विवाह योजना के अंतर्गत 56 हजार रु. की राशि दी जाएगी। 50 प्रतिशत से अधिक फसलों के नुकसान पर 32 हजार प्रति हेक्टेयर राहत राशि दी जाएगी। फसल बीमा योजना का क्लेम xyxy=(687,587,821,931)
ladli-headline: बैंक के बाहर ई-केवायसी कराने लाइन में लगी लाडली बहनें xyxy=(1169,90,1533,159)
lead-kicker: कर्ज वसूली स्थगित, कर्ज का ब्याज सरकार भरेगी, सीएम ने किया ग्रामीण क्षेत्रों का दौरा xyxy=(23,91,906,124)
col-divider-notice xyxy=(970,1295,971,1784)
mpeb-table-cell: झागरी xyxy=(1325,2112,1417,2127)
mpeb-table-cell: करपेपुर xyxy=(1009,1870,1079,1885)
mpeb-table-cell: 18 xyxy=(987,2021,1009,2036)
icici-cell-property: संपत्ति-1 : वार्षिकीय खसरा नं. 214/258, पटवारी हलका नंबर 77, मौजा 263 खसरा, कटरा वार्ड नंबर 27, खसरा नंबर 106/1-2, सागर, मध्य प्रदेश 470002। संपत्ति-2 : वार्षिकीय खसरा नंबर 106/1, 106/2, मकान नंबर 213/बीए, कटरा वार्ड नंबर 27, तहसील और जिला सागर, मध्य प्रदेश 470002। xyxy=(1145,1382,1413,1418)
mpeb-table-cell: श्री किशन कुमार / लाडूलाल जैन xyxy=(1154,1916,1325,1931)
mpeb-table-cell: रगोली xyxy=(1325,1855,1417,1870)
mpeb-th-address: पता xyxy=(1325,1749,1417,1764)
mpeb-badge: 1912 xyxy=(1478,1571,1527,1620)
mpeb-table-cell: घरेलू xyxy=(1417,1946,1469,1961)
mpeb-table-cell: 1269007901 xyxy=(1079,2021,1154,2036)
mpeb-table-cell: बंडा xyxy=(1009,1916,1079,1931)
mpeb-th-center: वितरण केन्द्र xyxy=(1009,1749,1079,1764)
icici-cell-npa: 25/10/2022 xyxy=(1482,1382,1529,1418)
lead-photo-cm-farmers xyxy=(687,346,977,580)
mpeb-table-cell: 56180 xyxy=(1469,2127,1527,2142)
icici-place: स्थान : सागर xyxy=(984,1534,1023,1543)
vidyut-mobile: मो.नं. 9425453519 xyxy=(430,1091,522,1103)
mpeb-table-cell: कृषि xyxy=(1417,2036,1469,2052)
mpeb-table-cell: धामोनी xyxy=(1325,2127,1417,2142)
icici-cell-borrower: श्री पदमाराम कुकरदार / श्रीमती कुकरदार सहायक, पता—ग्राम पटवारी हलका नंबर 77, मौजा 263 खसरा, चूना पाटी, सागर, मध्यप्रदेश- 470002 / 094905001653/094955000032 xyxy=(1006,1382,1145,1418)
mpeb-table-cell: 7 xyxy=(987,1855,1009,1870)
vidyut-col-1: संभाग बंडा में पदस्थ कार्यपालन अभियंता एलके नामदेव द्वारा बताया गया कि वर्तमान में संभा.-संभा. संभाग बंडा के अधीन स्थापित घरेलू कनेक्शनों पर रुपए 1392.44 लाख, वाणिज्य कनेक्शन पर 172.50 लाख, कृषि पंप कनेक्शनों पर रु. 198.41 लाख एवं औद्योगिक कनेक्शन पर रुपए 90.89 लाख xyxy=(419,1112,596,1228)
mpeb-table-cell: 1272013773 xyxy=(1079,1764,1154,1779)
page-date: बुधवार, 22 मार्च, 2023 xyxy=(1291,25,1421,41)
mpeb-table-cell: श्री राजेन्द्र सिंह / मोहन xyxy=(1154,1961,1325,1976)
mpeb-table-row xyxy=(987,1885,1527,1900)
ladli-byline: पीपुल्स संवाददाता ■ बंडा xyxy=(1186,441,1297,455)
mpeb-table-cell: 49956 xyxy=(1469,1840,1527,1855)
mpeb-table-cell: ददलपुरा xyxy=(1325,1825,1417,1840)
mpeb-table-cell: श्री राजकुमार / नन्हेलाल xyxy=(1154,1976,1325,1991)
mpeb-table-cell: 12 xyxy=(987,1931,1009,1946)
mpeb-table-cell: श्री रामस्वरूप / जयराम नेपिल xyxy=(1154,2127,1325,2142)
mpeb-table-cell: कृषि xyxy=(1417,1916,1469,1931)
mpeb-table-cell: अमरमऊ xyxy=(1325,1779,1417,1795)
mpeb-table-cell: 59354 xyxy=(1469,1931,1527,1946)
mpeb-table-row xyxy=(987,2127,1527,2142)
mpeb-table-header xyxy=(987,1749,1527,1764)
mpeb-table-cell: कृषि xyxy=(1417,2021,1469,2036)
mpeb-table-cell: शाहगढ़ xyxy=(1009,1779,1079,1795)
hindu-col-1: सागर। हिंदू नव वर्ष की पूर्व संध्या पर विशाल वाहन रैली शहर के विभिन्न क्षेत्रों से निकाली गई। रैली का स्वागत वरिष्ठ कांग्रेस नेता मुन्ना चौबे एवं सेवादल अध्यक्ष सिद्ध कटारे ने किया। जिसमें वरिष्ठ कांग्रेस नेता पप्पू गुप्ता, पंकज सिंघई, कपिल पचौरी, इंजी राहुल xyxy=(419,1584,596,1683)
hindu-photo-rally xyxy=(419,1387,780,1574)
mpeb-contact: दूरभाष क्र. 07583–252242,253011 ई–मेल mpsebbandaonm@gmail.com xyxy=(1083,1621,1416,1633)
mpeb-table-cell: शाहगढ़ xyxy=(1009,2036,1079,2052)
mpeb-table-cell: 54347 xyxy=(1469,2097,1527,2112)
masthead-website[interactable]: www.peoplessamachar.in xyxy=(256,41,418,55)
mpeb-table-cell: करपेपुर xyxy=(1325,1870,1417,1885)
mpeb-list-title: ।। बड़े बकायादार विद्युत उपभोक्ताओं की सूची ।। xyxy=(978,1659,1535,1680)
mpeb-table-cell: कृषि xyxy=(1417,1810,1469,1825)
lead-col-2: उपरांत दी जाएगी। जो विभाग संयुक्त दल में शामिल होंगे, उनमें कृषि, राजस्व और पंचायत विभाग शामिल रहेंगे। मुख्यमंत्री ने किसानों से कहा कि दिल मत दुखाना और आंसुओं में आंसू मत आने देना, मुख्यमंत्री शिवराज सिंह चौहान उनके साथ है। श्री चौहान ने एक अन्य खेत में भी पहुंचकर अंकुरित हो चुकी गेहूं, चना की फसल को भी देखा। लेकर निरीक्षण किया तथा किसानों से कहा कि संकट की इस घड़ी में वे धैर्य रखें। हमारे किसान दिन-रात मेहनत करते हैं, खून-पसीना बहाते हैं, तब बड़ी मुश्किल के बाद फसल तैयार होती है। फसल तैयार होने पर किसान प्रसन्न होते हैं लेकिन ओलावृष्टि होने से किसानों की उम्मीदें धूमिल होती हैं। इसीलिए उनकी आंखों से आंसू आना जायज है। लेकिन शिवराज सिंह xyxy=(236,645,451,867)
mpeb-table-cell: बंडा xyxy=(1009,1991,1079,2006)
mpeb-table-cell: ददलपुरा xyxy=(1325,2006,1417,2021)
mpeb-table-cell: 56584 xyxy=(1469,1961,1527,1976)
col-divider-mid xyxy=(788,1295,790,1784)
mpeb-table-cell: घरेलू xyxy=(1417,1976,1469,1991)
page-number: 05 xyxy=(1481,9,1534,58)
mpeb-table-cell: बम्होरी xyxy=(1325,1810,1417,1825)
mpeb-office: कार्यालय – कार्यपालन अभियन्ता(संचा. / संधा.) संभाग, बण्डा xyxy=(1100,1603,1365,1617)
mpeb-table-cell: 1266006015 xyxy=(1079,1946,1154,1961)
mpeb-table-cell: 1269003401 xyxy=(1079,1991,1154,2006)
mpeb-table-row xyxy=(987,1764,1527,1779)
mpeb-table-cell: 1264006594 xyxy=(1079,2052,1154,2067)
mpeb-footer: "सभी सम्मानीय विद्युत उपभोक्ताओं से अनुरोध है कि विद्युत देयक का भुगतान निर्धारित तिथि तक करें, कनेक्शन विच्छेदन एवं कुर्की जैसी अप्रिय कार्यवाही से बचें" xyxy=(1001,2300,1512,2310)
vidyut-col-2: बकाया होने के कारण माह मार्च में बकाया राशि वसूली के लिए संभाग की 13 टीमें गठित बाहर की पांच टीमें द्वारा सघन कार्यवाही कर वसूली की कार्यवाही की जा रही है। वसूली की कार्यवाही अंतर्गत बड़े बकायादारों के नाम पेपर में निकाले जाकर उनकी सूची मुख्य कार्यालयों में चस्पा की गई है। अभी तक 1 हजार 7 सौ बड़े बकायादारों के कनेक्शन काटे जाकर 190 ट्रांसफार्मर एवं 41 xyxy=(603,1074,781,1226)
mpeb-table-cell: श्री गरीबदास / सुमन लाल xyxy=(1154,2052,1325,2067)
mpeb-table-cell: श्री अजोल / जगदीश सिंह xyxy=(1154,2112,1325,2127)
icici-signatory-1: प्राधिकृत अधिकारी xyxy=(1379,1521,1434,1530)
mpeb-table-cell: श्री हरिसिंह / कल्याण सिंह xyxy=(1154,1900,1325,1916)
mpeb-table-cell: शाहगढ़ xyxy=(1009,1764,1079,1779)
mpeb-table-cell: बरखेड़ा xyxy=(1325,2036,1417,2052)
mpeb-table-cell: घरेलू xyxy=(1417,1825,1469,1840)
meat-photo-memo xyxy=(1355,765,1533,923)
mpeb-th-amount: बकाया राशि xyxy=(1469,1749,1527,1764)
mid-rule xyxy=(23,1019,1160,1020)
mpeb-table-cell: ददलपुरा xyxy=(1325,1961,1417,1976)
mpeb-table-cell: 11 xyxy=(987,1916,1009,1931)
mpeb-table-cell: श्री दरवेश / भगवत प्रसाद xyxy=(1154,2067,1325,2082)
vidyut-col-3: बड़े गांवों की लाईट बंद की गई है तथा 295 बकायादारों के बैंक खाता सील किए गए है। 6 हजार 5 सौ बकायादारों के परिसर चिन्हित कर नोटिस चस्पा करते हुए 48 उपभोक्ताओं पर कुर्की की कार्यवाही की गई है। जिसके तहत मोटर साईकिल, जीप, ट्रैक्टर आदि जप्त किए गए हैं। इस प्रकार की कार्यवाही लगातार की जा रही है। कार्यपालन अभियंता ने आग्रह किया है कि बकाया राशि का भुगतान कर असुविधा से बचें। xyxy=(788,1074,960,1243)
mpeb-th-no: क्र. xyxy=(987,1749,1009,1764)
mpeb-table-cell: सिजवाहा xyxy=(1325,1900,1417,1916)
mpeb-table-cell: 1272024394 xyxy=(1079,1961,1154,1976)
col-divider-left xyxy=(401,1019,402,1786)
mpeb-table-cell: 1272015234 xyxy=(1079,1931,1154,1946)
mpeb-table-cell: कृषि xyxy=(1417,1870,1469,1885)
meat-mobile: मो.नं. 9516565647 xyxy=(1199,784,1291,796)
hindu-headline-1: हिंदू नव वर्ष की पूर्व संध्या पर xyxy=(409,1306,695,1337)
meat-subhead: राष्ट्रपिता की प्रतिमा के सामने खुली है दुकान xyxy=(1169,719,1451,739)
mpeb-ref-date: बण्डा, दिनांक 21.03.2023 xyxy=(1379,1643,1487,1654)
icici-logo: ICICI Bank xyxy=(985,1280,1099,1303)
mpeb-table-cell: 60133 xyxy=(1469,1810,1527,1825)
icici-notice-title: सार्वजनिक सूचना xyxy=(978,1251,1535,1274)
mpeb-table-row xyxy=(987,1840,1527,1855)
ladli-photo-bank-queue xyxy=(1169,198,1533,431)
icici-th-property: सुरक्षित संपत्ति का पता / बंधक संपत्ति का पता xyxy=(1145,1347,1413,1382)
mpeb-th-connection: कनेक्शन क्र. xyxy=(1079,1749,1154,1764)
mpeb-table-cell: शाहगढ़ xyxy=(1009,1961,1079,1976)
